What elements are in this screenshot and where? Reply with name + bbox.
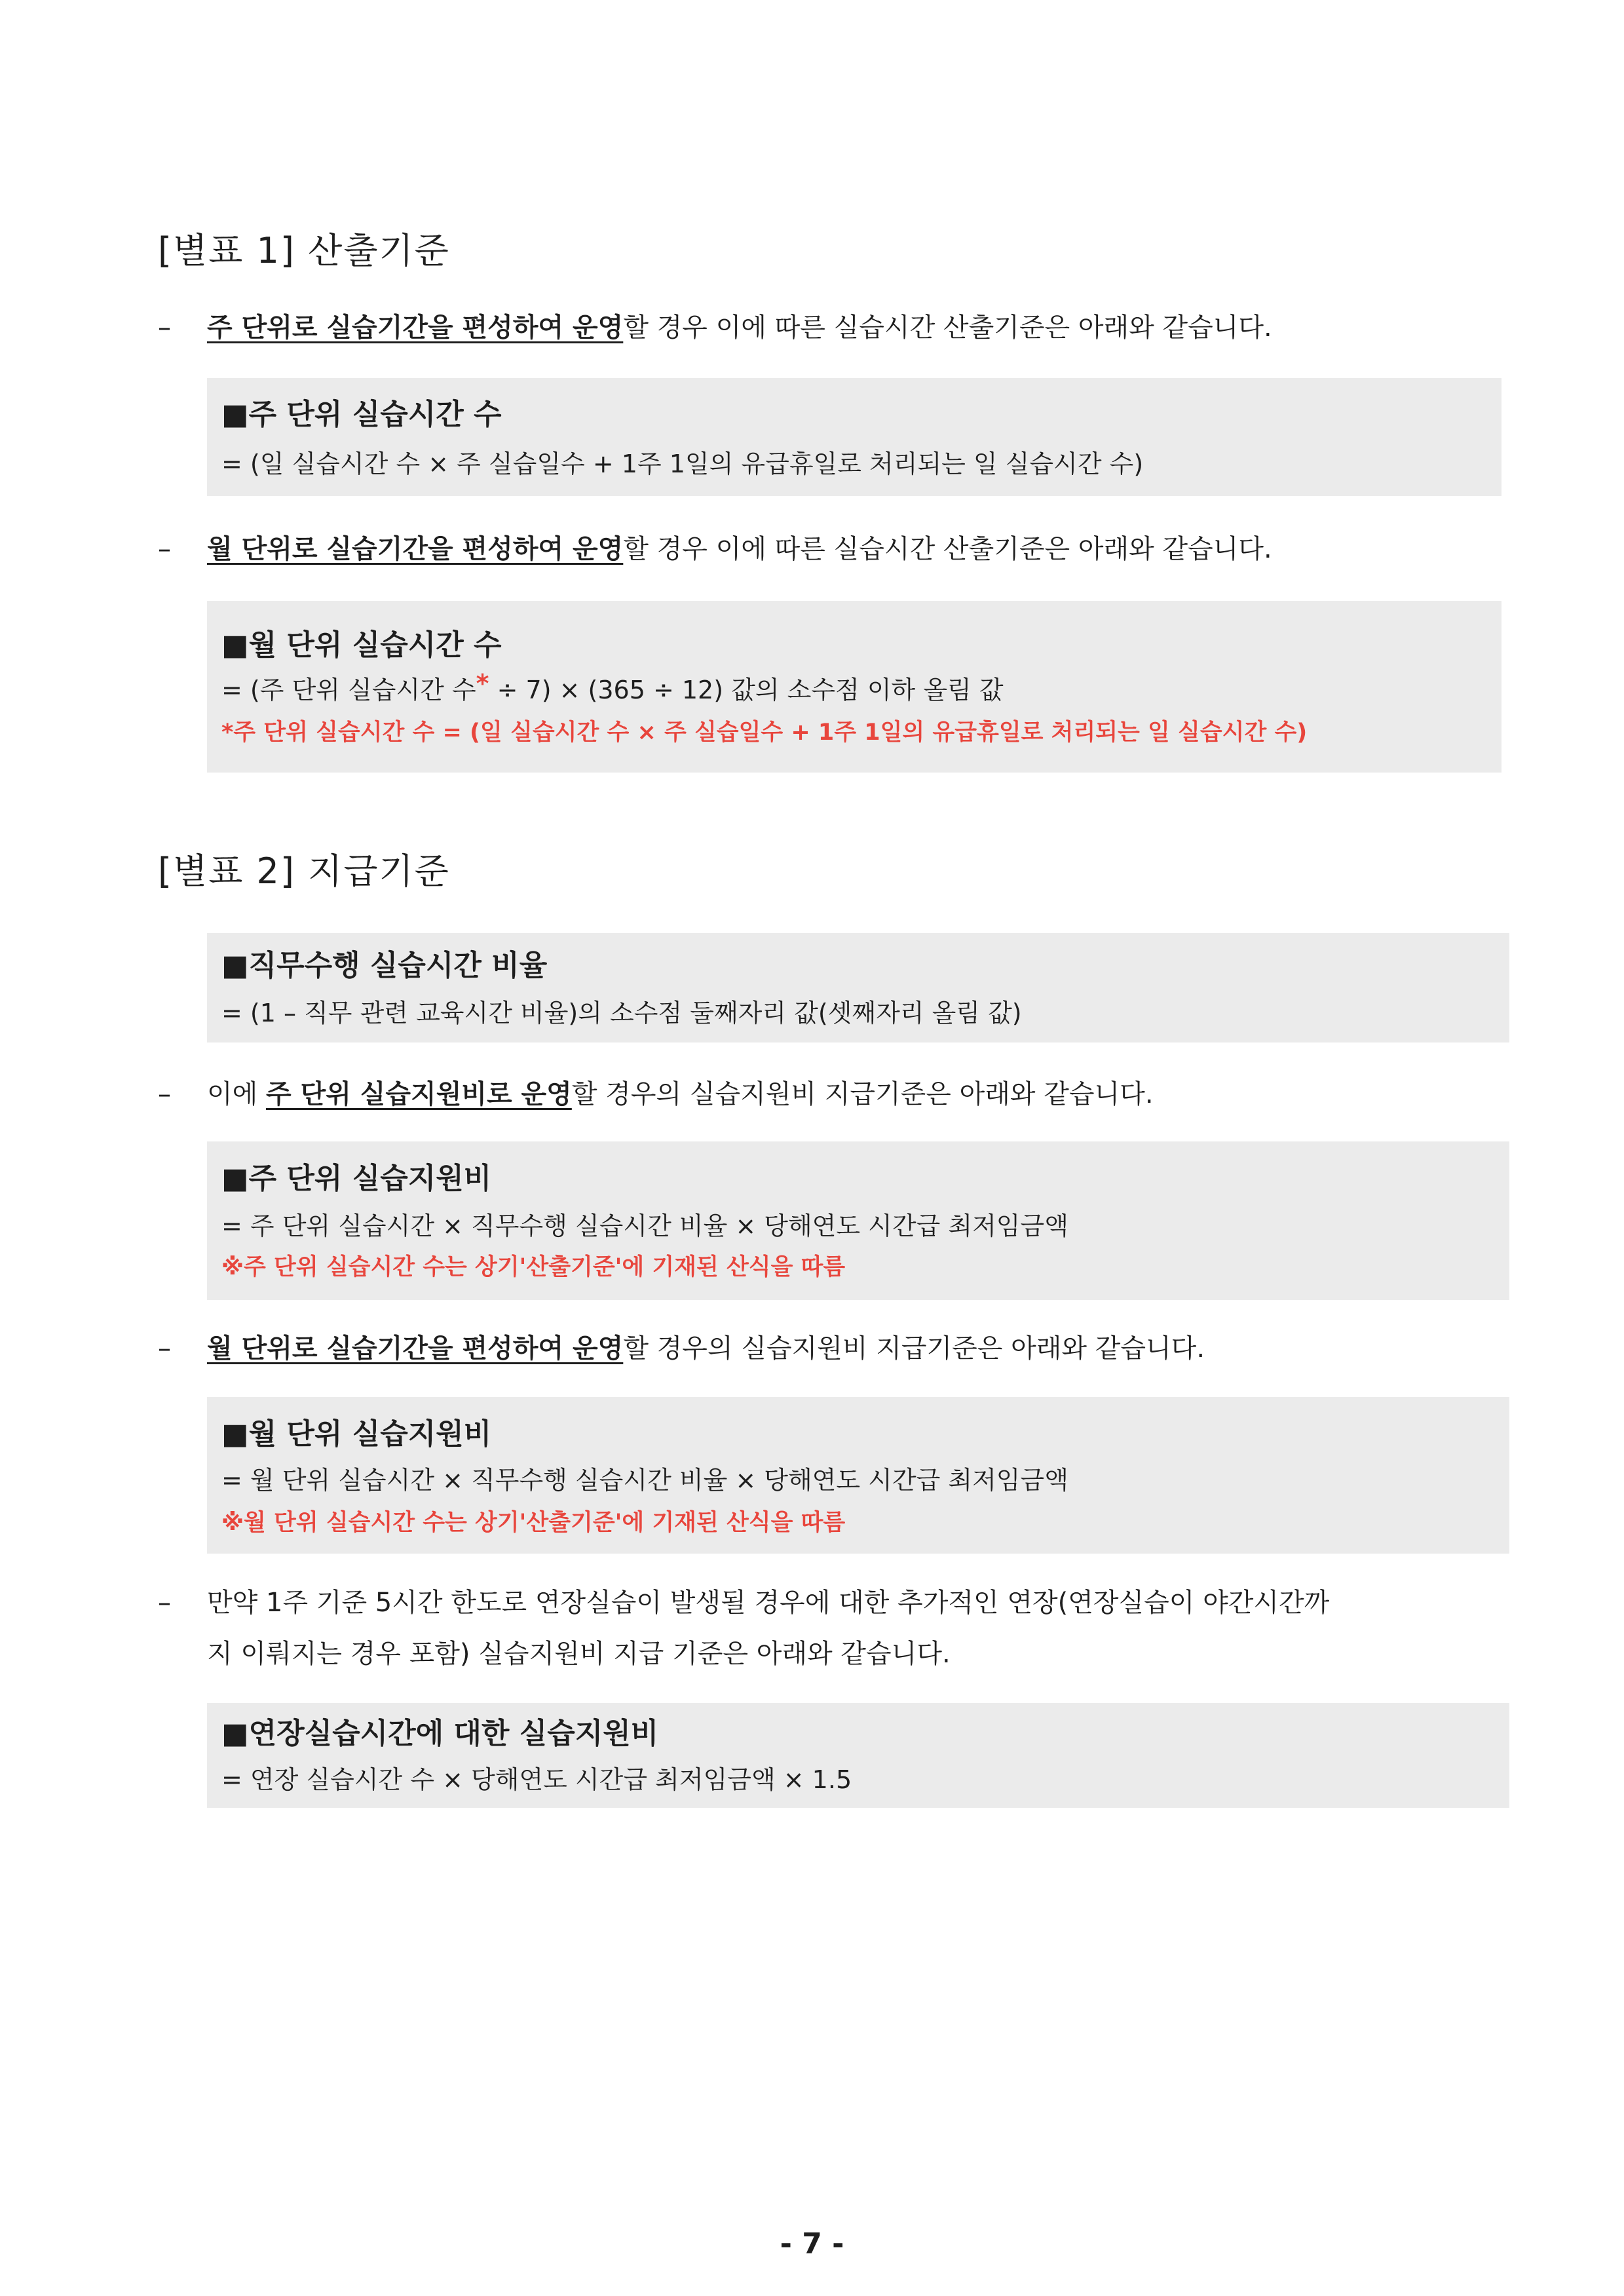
box-title: ■주 단위 실습지원비 bbox=[221, 1162, 492, 1195]
bullet-emphasis: 주 단위 실습지원비로 운영 bbox=[266, 1079, 572, 1109]
bullet-monthly-operation bbox=[158, 529, 1272, 569]
bullet-emphasis: 월 단위로 실습기간을 편성하여 운영 bbox=[207, 534, 624, 564]
box-duty-ratio bbox=[207, 933, 1509, 1043]
bullet-text: 할 경우 이에 따른 실습시간 산출기준은 아래와 같습니다. bbox=[623, 534, 1272, 564]
box-monthly-hours bbox=[207, 601, 1501, 773]
formula-part: ÷ 7) × (365 ÷ 12) 값의 소수점 이하 올림 값 bbox=[489, 676, 1004, 704]
bullet-overtime-continuation: 지 이뤄지는 경우 포함) 실습지원비 지급 기준은 아래와 같습니다. bbox=[207, 1639, 951, 1669]
annex-2-title: [별표 2] 지급기준 bbox=[158, 851, 450, 892]
box-monthly-support bbox=[207, 1397, 1509, 1554]
reference-note: ※월 단위 실습시간 수는 상기'산출기준'에 기재된 산식을 따름 bbox=[221, 1510, 846, 1536]
formula bbox=[221, 669, 1004, 708]
page-number: - 7 - bbox=[780, 2227, 844, 2261]
formula: = 월 단위 실습시간 × 직무수행 실습시간 비율 × 당해연도 시간급 최저임금액 bbox=[221, 1466, 1068, 1495]
bullet-emphasis: 월 단위로 실습기간을 편성하여 운영 bbox=[207, 1333, 624, 1364]
bullet-emphasis: 주 단위로 실습기간을 편성하여 운영 bbox=[207, 313, 624, 343]
box-title: ■연장실습시간에 대한 실습지원비 bbox=[221, 1717, 659, 1750]
dash-mark: – bbox=[158, 313, 171, 343]
formula: = (1 – 직무 관련 교육시간 비율)의 소수점 둘째자리 값(셋째자리 올림 값) bbox=[221, 999, 1022, 1027]
dash-mark: – bbox=[158, 1079, 171, 1109]
footnote-note: *주 단위 실습시간 수 = (일 실습시간 수 × 주 실습일수 + 1주 1일의 유급휴일로 처리되는 일 실습시간 수) bbox=[221, 719, 1308, 746]
bullet-text: 할 경우의 실습지원비 지급기준은 아래와 같습니다. bbox=[571, 1079, 1154, 1109]
dash-mark: – bbox=[158, 534, 171, 564]
bullet-text: 할 경우의 실습지원비 지급기준은 아래와 같습니다. bbox=[623, 1333, 1205, 1364]
bullet-prefix: 이에 bbox=[207, 1079, 266, 1109]
box-title: ■직무수행 실습시간 비율 bbox=[221, 949, 548, 982]
box-title: ■월 단위 실습지원비 bbox=[221, 1417, 492, 1451]
reference-note: ※주 단위 실습시간 수는 상기'산출기준'에 기재된 산식을 따름 bbox=[221, 1254, 846, 1280]
bullet-text: 할 경우 이에 따른 실습시간 산출기준은 아래와 같습니다. bbox=[623, 313, 1272, 343]
footnote-asterisk: * bbox=[476, 669, 489, 698]
formula: = (일 실습시간 수 × 주 실습일수 + 1주 1일의 유급휴일로 처리되는 일 실습시간 수) bbox=[221, 450, 1144, 478]
box-weekly-support bbox=[207, 1141, 1509, 1300]
bullet-weekly-support bbox=[158, 1075, 1154, 1114]
box-overtime-support bbox=[207, 1703, 1509, 1808]
box-title: ■주 단위 실습시간 수 bbox=[221, 398, 502, 431]
bullet-monthly-support bbox=[158, 1329, 1205, 1368]
dash-mark: – bbox=[158, 1333, 171, 1364]
annex-1-title: [별표 1] 산출기준 bbox=[158, 230, 450, 271]
bullet-text: 만약 1주 기준 5시간 한도로 연장실습이 발생될 경우에 대한 추가적인 연장(연장실습이 야간시간까 bbox=[207, 1588, 1330, 1618]
dash-mark: – bbox=[158, 1588, 171, 1618]
formula: = 주 단위 실습시간 × 직무수행 실습시간 비율 × 당해연도 시간급 최저임금액 bbox=[221, 1212, 1068, 1240]
box-weekly-hours bbox=[207, 378, 1501, 496]
formula-part: = (주 단위 실습시간 수 bbox=[221, 676, 476, 704]
bullet-overtime bbox=[158, 1583, 1329, 1622]
formula: = 연장 실습시간 수 × 당해연도 시간급 최저임금액 × 1.5 bbox=[221, 1765, 852, 1794]
bullet-weekly-operation bbox=[158, 308, 1272, 347]
box-title: ■월 단위 실습시간 수 bbox=[221, 628, 502, 662]
